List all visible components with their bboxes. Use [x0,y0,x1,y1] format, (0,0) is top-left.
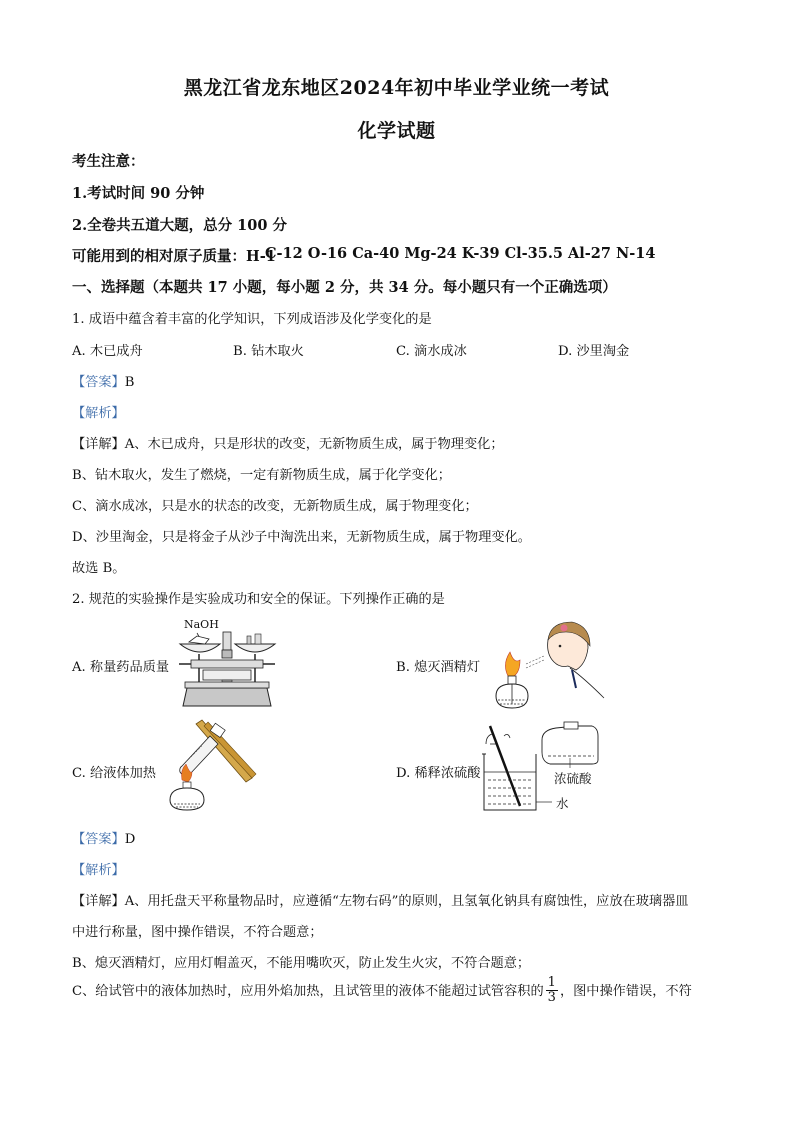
naoh-label: NaOH [184,618,219,631]
conc-acid-label: 浓硫酸 [554,771,592,786]
fraction-one-third [546,976,558,1005]
fraction-denominator: 3 [547,990,556,1005]
question-1-analysis-tag: 【解析】 [72,406,125,421]
notice-heading: 考生注意： [72,153,145,170]
atomic-masses-label: 可能用到的相对原子质量：H-1 [72,248,276,265]
question-2-detail-line-3: B、熄灭酒精灯，应用灯帽盖灭，不能用嘴吹灭，防止发生火灾，不符合题意； [72,956,531,971]
question-1-conclusion: 故选 B。 [72,561,126,576]
detail-text: ，图中操作错误，不符 [559,984,692,999]
detail-text: A、木已成舟，只是形状的改变，无新物质生成，属于物理变化； [124,437,504,452]
answer-tag: 【答案】 [72,375,125,390]
question-1-stem: 1. 成语中蕴含着丰富的化学知识，下列成语涉及化学变化的是 [72,312,432,327]
detail-tag: 【详解】 [72,437,125,452]
question-1-detail-line-2: B、钻木取火，发生了燃烧，一定有新物质生成，属于化学变化； [72,468,451,483]
notice-item-score: 2.全卷共五道大题，总分 100 分 [72,217,287,234]
detail-text: C、给试管中的液体加热时，应用外焰加热，且试管里的液体不能超过试管容积的 [72,984,544,999]
exam-title: 黑龙江省龙东地区2024年初中毕业学业统一考试 [183,77,610,99]
question-2-detail-line-2: 中进行称量，图中操作错误，不符合题意； [72,925,323,940]
fraction-numerator: 1 [547,975,556,990]
notice-item-time: 1.考试时间 90 分钟 [72,185,205,202]
question-1-option-a: A. 木已成舟 [72,344,143,359]
question-1-option-b: B. 钻木取火 [233,344,304,359]
question-2-option-b: B. 熄灭酒精灯 [396,660,481,675]
detail-tag: 【详解】 [72,894,125,909]
question-1-answer [72,371,134,390]
water-label: 水 [556,796,569,811]
detail-text: A、用托盘天平称量物品时，应遵循“左物右码”的原则，且氢氧化钠具有腐蚀性，应放在玻璃器皿 [124,894,689,909]
answer-tag: 【答案】 [72,832,125,847]
question-2-option-c: C. 给液体加热 [72,766,156,781]
balance-scale-icon [175,630,280,710]
answer-value: D [124,832,136,847]
blowing-out-lamp-icon [480,618,605,713]
question-1-detail-line-4: D、沙里淘金，只是将金子从沙子中淘洗出来，无新物质生成，属于物理变化。 [72,530,531,545]
question-1-detail-line-1 [72,433,504,452]
question-2-option-d: D. 稀释浓硫酸 [396,766,481,781]
question-2-analysis-tag: 【解析】 [72,863,125,878]
question-1-detail-line-3: C、滴水成冰，只是水的状态的改变，无新物质生成，属于物理变化； [72,499,478,514]
answer-value: B [124,375,135,390]
question-2-answer [72,828,135,847]
question-1-option-c: C. 滴水成冰 [396,344,467,359]
question-1-option-d: D. 沙里淘金 [558,344,630,359]
atomic-masses-list: C-12 O-16 Ca-40 Mg-24 K-39 Cl-35.5 Al-27 N-14 [265,245,656,262]
question-2-stem: 2. 规范的实验操作是实验成功和安全的保证。下列操作正确的是 [72,592,445,607]
exam-subtitle: 化学试题 [357,120,436,142]
section-heading-choice: 一、选择题（本题共 17 小题，每小题 2 分，共 34 分。每小题只有一个正确选项） [72,279,617,296]
question-2-detail-line-1 [72,890,688,909]
question-2-detail-line-4 [72,976,692,1005]
question-2-option-a: A. 称量药品质量 [72,660,170,675]
heating-test-tube-icon [160,718,260,813]
